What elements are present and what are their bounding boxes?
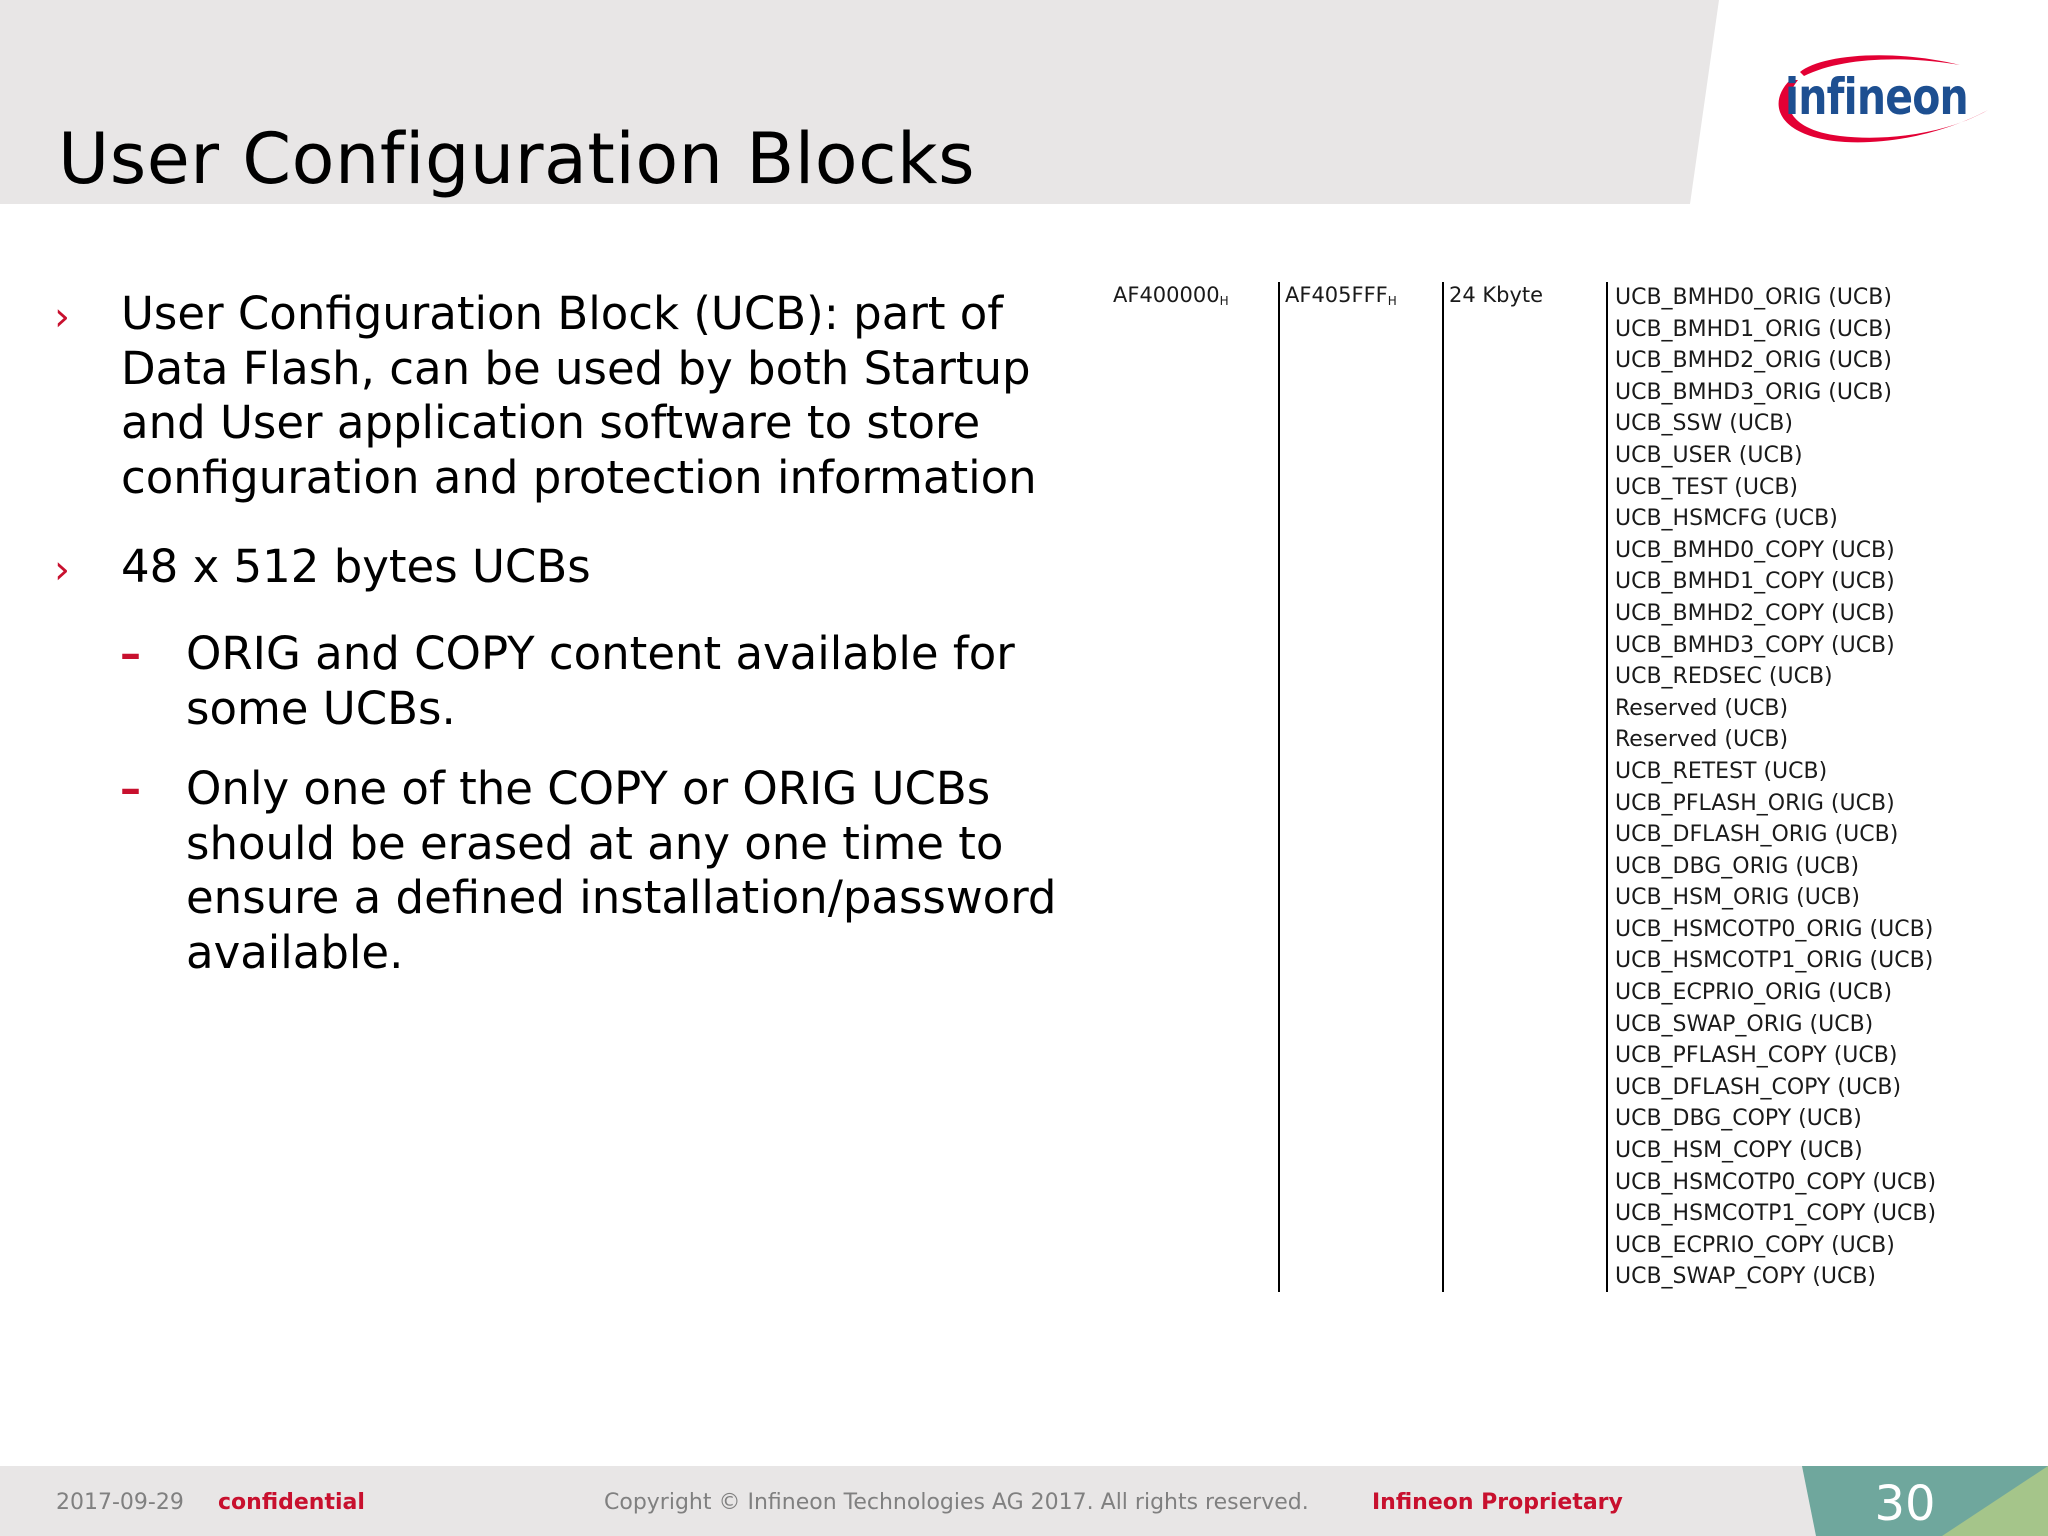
list-item: UCB_PFLASH_ORIG (UCB) — [1615, 790, 1895, 816]
list-item: UCB_HSMCOTP1_COPY (UCB) — [1615, 1201, 1937, 1227]
end-address-value: AF405FFF — [1285, 283, 1388, 307]
list-item: UCB_SSW (UCB) — [1615, 411, 1793, 437]
footer-copyright: Copyright © Infineon Technologies AG 2017. All rights reserved. — [604, 1490, 1309, 1515]
bullet-text: 48 x 512 bytes UCBs — [121, 540, 591, 593]
sub-bullet-text: Only one of the COPY or ORIG UCBs should be erased at any one time to ensure a defined installation/password available. — [186, 762, 1057, 979]
list-item: UCB_BMHD2_ORIG (UCB) — [1615, 348, 1892, 374]
size-value: 24 Kbyte — [1449, 283, 1544, 307]
list-item: UCB_DFLASH_ORIG (UCB) — [1615, 822, 1899, 848]
bullet-text: User Configuration Block (UCB): part of Data Flash, can be used by both Startup and User application software to store configuration and protection information — [121, 287, 1037, 504]
list-item: UCB_SWAP_COPY (UCB) — [1615, 1264, 1877, 1290]
footer-date: 2017-09-29 — [56, 1490, 184, 1515]
footer-confidential: confidential — [218, 1490, 365, 1515]
list-item: UCB_TEST (UCB) — [1615, 474, 1799, 500]
list-item: UCB_ECPRIO_COPY (UCB) — [1615, 1232, 1895, 1258]
list-item: UCB_HSMCOTP0_ORIG (UCB) — [1615, 916, 1934, 942]
list-item: UCB_DFLASH_COPY (UCB) — [1615, 1074, 1902, 1100]
list-item: Reserved (UCB) — [1615, 727, 1789, 753]
list-item: UCB_RETEST (UCB) — [1615, 758, 1828, 784]
list-item: UCB_HSMCFG (UCB) — [1615, 506, 1838, 532]
list-item: UCB_BMHD0_ORIG (UCB) — [1615, 285, 1892, 310]
end-address-suffix: H — [1387, 294, 1397, 308]
sub-bullet-text: ORIG and COPY content available for some UCBs. — [186, 627, 1015, 735]
list-item: UCB_BMHD2_COPY (UCB) — [1615, 600, 1895, 626]
list-item: UCB_BMHD1_ORIG (UCB) — [1615, 316, 1892, 342]
list-item: UCB_BMHD1_COPY (UCB) — [1615, 569, 1895, 595]
column-divider — [1606, 282, 1608, 1292]
list-item: UCB_HSMCOTP1_ORIG (UCB) — [1615, 948, 1934, 974]
list-item: UCB_SWAP_ORIG (UCB) — [1615, 1011, 1874, 1037]
list-item: UCB_HSM_ORIG (UCB) — [1615, 885, 1860, 911]
start-address-value: AF400000 — [1113, 283, 1220, 307]
slide-title: User Configuration Blocks — [58, 118, 976, 200]
bullet-marker: › — [54, 294, 70, 340]
list-item: Reserved (UCB) — [1615, 695, 1789, 721]
sub-bullet-marker: – — [120, 764, 141, 813]
bullet-marker: › — [54, 547, 70, 593]
list-item: UCB_DBG_ORIG (UCB) — [1615, 853, 1860, 879]
list-item: UCB_USER (UCB) — [1615, 442, 1803, 468]
column-divider — [1442, 282, 1444, 1292]
list-item: UCB_BMHD3_COPY (UCB) — [1615, 632, 1895, 658]
infineon-logo — [1760, 50, 1990, 160]
list-item: UCB_HSM_COPY (UCB) — [1615, 1138, 1863, 1164]
footer-proprietary: Infineon Proprietary — [1372, 1490, 1623, 1515]
list-item: UCB_BMHD3_ORIG (UCB) — [1615, 379, 1892, 405]
list-item: UCB_ECPRIO_ORIG (UCB) — [1615, 980, 1893, 1006]
start-address — [1113, 283, 1229, 308]
list-item: UCB_BMHD0_COPY (UCB) — [1615, 537, 1895, 563]
list-item: UCB_PFLASH_COPY (UCB) — [1615, 1043, 1898, 1069]
list-item: UCB_DBG_COPY (UCB) — [1615, 1106, 1862, 1132]
list-item: UCB_REDSEC (UCB) — [1615, 664, 1833, 690]
logo-text: infineon — [1785, 68, 1968, 126]
page-number: 30 — [1874, 1476, 1936, 1532]
ucb-name-list — [1615, 282, 1936, 1293]
column-divider — [1278, 282, 1280, 1292]
end-address — [1285, 283, 1397, 308]
sub-bullet-marker: – — [120, 629, 141, 678]
start-address-suffix: H — [1219, 294, 1229, 308]
list-item: UCB_HSMCOTP0_COPY (UCB) — [1615, 1169, 1937, 1195]
